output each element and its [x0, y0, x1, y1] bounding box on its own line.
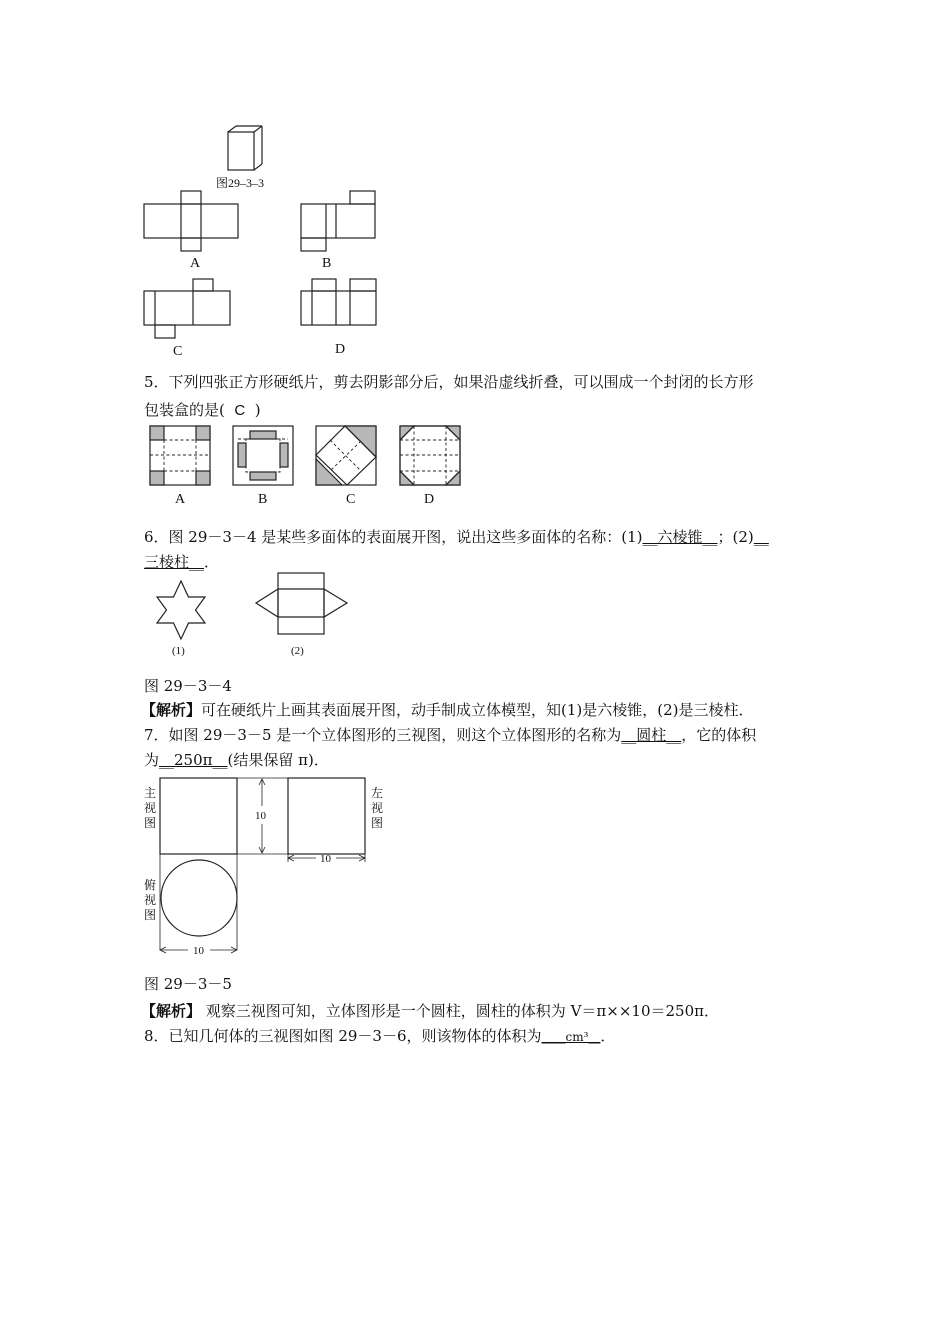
- square-label-b: B: [258, 492, 268, 507]
- net-label-b: B: [322, 256, 332, 271]
- net-option-c: [143, 278, 233, 340]
- three-views-figure: [158, 770, 358, 962]
- square-label-d: D: [424, 492, 435, 507]
- q7-line1-prefix: 7．如图 29－3－5 是一个立体图形的三视图，则这个立体图形的名称为: [144, 726, 622, 744]
- dim-left-width-label: 10: [320, 853, 331, 865]
- triangular-prism-net-figure: [255, 572, 349, 636]
- q7-line1-suffix: ，它的体积: [681, 726, 757, 744]
- q6-answer-2-start: __: [753, 528, 769, 546]
- square-option-b: [232, 425, 296, 487]
- q7-analysis-tag: 【解析】: [141, 1002, 202, 1020]
- net-label-c: C: [173, 344, 183, 359]
- cuboid-figure: [226, 124, 266, 172]
- q6-analysis-text: 可在硬纸片上画其表面展开图，动手制成立体模型，知(1)是六棱锥，(2)是三棱柱．: [201, 701, 754, 719]
- q8-answer: ____cm³__: [541, 1030, 601, 1044]
- q7-figure-caption: 图 29－3－5: [144, 975, 232, 993]
- net-option-d: [300, 278, 380, 330]
- q7-line2-prefix: 为: [144, 751, 160, 769]
- q8-line: [144, 1023, 615, 1050]
- q7-line2-suffix: (结果保留 π)．: [227, 751, 329, 769]
- dim-top-width-label: 10: [193, 945, 204, 957]
- q5-line2: [144, 397, 261, 424]
- q7-answer-2: __250π__: [159, 751, 228, 769]
- q5-line2-suffix: ): [254, 401, 261, 419]
- hexagram-net-figure: [152, 580, 210, 640]
- q7-analysis: [141, 998, 719, 1024]
- q7-line1: [144, 722, 756, 748]
- q5-line2-prefix: 包装盒的是(: [144, 401, 225, 419]
- square-option-d: [399, 425, 463, 487]
- q8-text-suffix: ．: [600, 1027, 616, 1045]
- q6-analysis-tag: 【解析】: [141, 701, 202, 719]
- q6-line2-suffix: ．: [204, 553, 220, 571]
- q6-line1-prefix: 6．图 29－3－4 是某些多面体的表面展开图，说出这些多面体的名称：(1): [144, 528, 643, 546]
- q6-answer-2: 三棱柱__: [144, 553, 205, 571]
- q7-analysis-text: 观察三视图可知，立体图形是一个圆柱，圆柱的体积为 V＝π××10＝250π．: [205, 1002, 719, 1020]
- q6-line1: [144, 524, 769, 550]
- q8-text-prefix: 8．已知几何体的三视图如图 29－3－6，则该物体的体积为: [144, 1027, 542, 1045]
- square-option-a: [149, 425, 213, 487]
- q5-answer: C: [234, 402, 246, 419]
- dim-height-label: 10: [255, 810, 266, 822]
- q7-answer-1: __圆柱__: [621, 726, 682, 744]
- top-view-label: 俯视图: [143, 878, 156, 922]
- q6-sub-label-2: (2): [291, 645, 304, 657]
- q6-line1-mid: ；(2): [717, 528, 754, 546]
- net-option-a: [143, 190, 243, 252]
- square-option-c: [315, 425, 379, 487]
- q6-figure-caption: 图 29－3－4: [144, 677, 232, 695]
- q6-sub-label-1: (1): [172, 645, 185, 657]
- square-label-c: C: [346, 492, 356, 507]
- net-label-a: A: [190, 256, 201, 271]
- front-view-label: 主视图: [143, 786, 156, 830]
- figure-caption-29-3-3: 图29–3–3: [216, 176, 265, 190]
- net-label-d: D: [335, 342, 346, 357]
- square-label-a: A: [175, 492, 186, 507]
- net-option-b: [300, 190, 380, 252]
- q5-line1: 5．下列四张正方形硬纸片，剪去阴影部分后，如果沿虚线折叠，可以围成一个封闭的长方形: [144, 373, 754, 391]
- q6-analysis: [141, 697, 754, 723]
- left-view-label: 左视图: [370, 786, 383, 830]
- q6-line2: [144, 549, 219, 575]
- q6-answer-1: __六棱锥__: [642, 528, 718, 546]
